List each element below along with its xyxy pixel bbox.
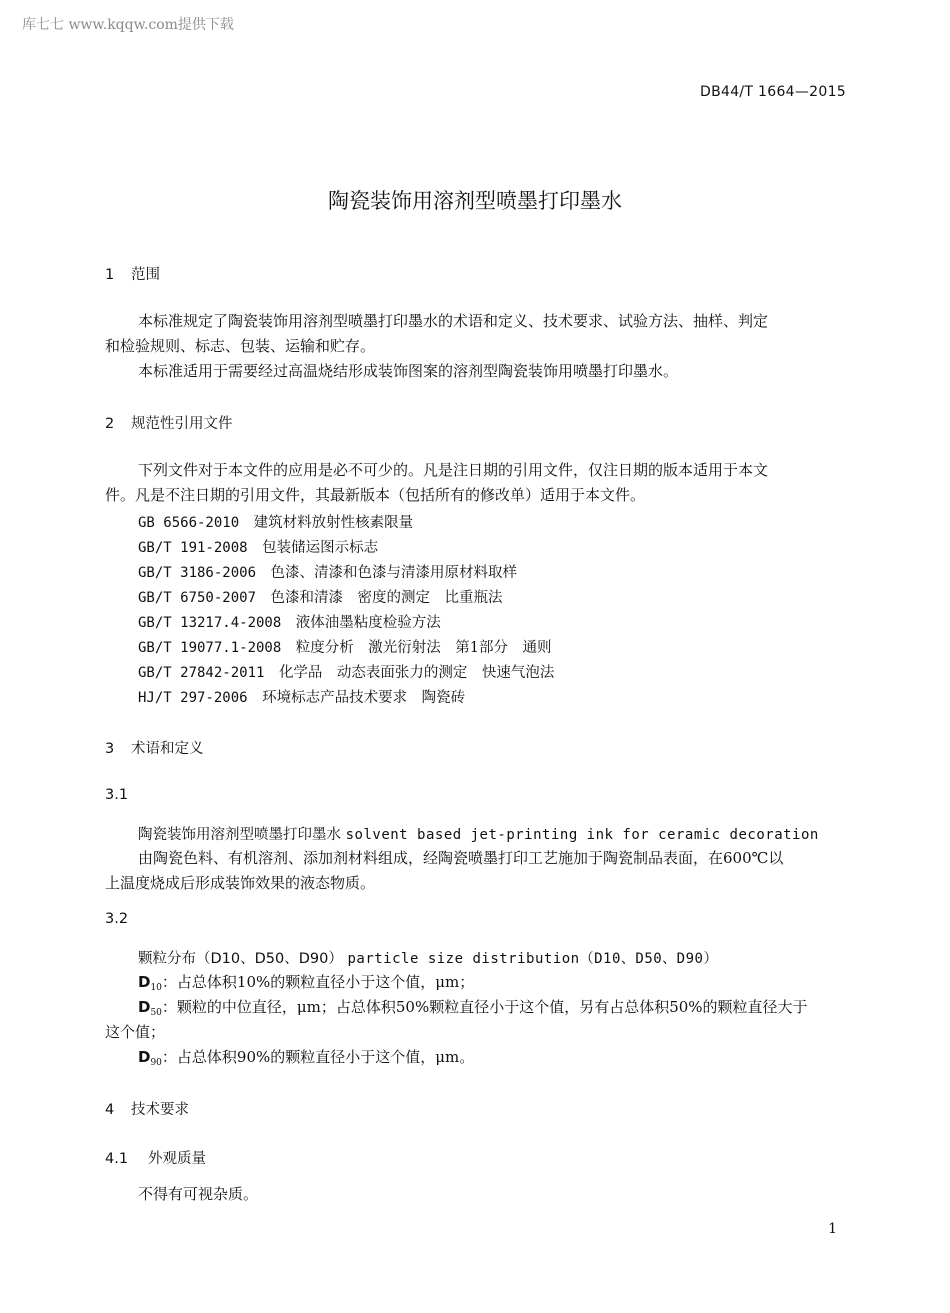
- d10-definition: $D_{10}$：占总体积10%的颗粒直径小于这个值，μm；: [138, 973, 475, 993]
- section-2-paragraph-line-1: 下列文件对于本文件的应用是必不可少的。凡是注日期的引用文件，仅注日期的版本适用于本文: [138, 461, 769, 479]
- reference-item: HJ/T 297-2006 环境标志产品技术要求 陶瓷砖: [138, 690, 466, 706]
- section-3-heading: 3 术语和定义: [105, 741, 204, 757]
- section-4-heading: 4 技术要求: [105, 1102, 189, 1118]
- reference-item: GB 6566-2010 建筑材料放射性核素限量: [138, 515, 414, 531]
- d50-definition: $D_{50}$：颗粒的中位直径，μm；占总体积50%颗粒直径小于这个值，另有占总体积50%的颗粒直径大于: [138, 998, 808, 1018]
- reference-item: GB/T 6750-2007 色漆和清漆 密度的测定 比重瓶法: [138, 590, 503, 606]
- reference-item: GB/T 13217.4-2008 液体油墨粘度检验方法: [138, 615, 441, 631]
- section-2-paragraph-line-2: 件。凡是不注日期的引用文件，其最新版本（包括所有的修改单）适用于本文件。: [105, 486, 646, 504]
- watermark: 库七七 www.kqqw.com提供下载: [22, 17, 234, 33]
- reference-item: GB/T 191-2008 包装储运图示标志: [138, 540, 379, 556]
- term-3-1-definition-line-2: 上温度烧成后形成装饰效果的液态物质。: [105, 874, 376, 892]
- section-1-paragraph-1-line-2: 和检验规则、标志、包装、运输和贮存。: [105, 337, 376, 355]
- section-1-heading: 1 范围: [105, 267, 160, 283]
- term-3-1-title: 陶瓷装饰用溶剂型喷墨打印墨水 solvent based jet-printing ink for ceramic decoration: [138, 827, 819, 843]
- section-1-paragraph-2: 本标准适用于需要经过高温烧结形成装饰图案的溶剂型陶瓷装饰用喷墨打印墨水。: [138, 362, 679, 380]
- reference-item: GB/T 27842-2011 化学品 动态表面张力的测定 快速气泡法: [138, 665, 555, 681]
- reference-item: GB/T 19077.1-2008 粒度分析 激光衍射法 第1部分 通则: [138, 640, 552, 656]
- section-4-1-heading: 4.1 外观质量: [105, 1151, 206, 1167]
- d90-definition: $D_{90}$：占总体积90%的颗粒直径小于这个值，μm。: [138, 1048, 475, 1068]
- section-4-1-text: 不得有可视杂质。: [138, 1185, 259, 1203]
- page-number: 1: [828, 1221, 837, 1237]
- term-3-1-definition-line-1: 由陶瓷色料、有机溶剂、添加剂材料组成，经陶瓷喷墨打印工艺施加于陶瓷制品表面，在600℃以: [138, 849, 784, 867]
- term-3-2-number: 3.2: [105, 911, 129, 927]
- d50-definition-line-2: 这个值；: [105, 1023, 166, 1041]
- reference-item: GB/T 3186-2006 色漆、清漆和色漆与清漆用原材料取样: [138, 565, 518, 581]
- term-3-1-number: 3.1: [105, 787, 129, 803]
- section-2-heading: 2 规范性引用文件: [105, 416, 233, 432]
- document-number: DB44/T 1664—2015: [700, 84, 846, 100]
- page-title: 陶瓷装饰用溶剂型喷墨打印墨水: [328, 189, 622, 213]
- term-3-2-title: 颗粒分布（D10、D50、D90） particle size distribution（D10、D50、D90）: [138, 951, 718, 967]
- section-1-paragraph-1-line-1: 本标准规定了陶瓷装饰用溶剂型喷墨打印墨水的术语和定义、技术要求、试验方法、抽样、判定: [138, 312, 769, 330]
